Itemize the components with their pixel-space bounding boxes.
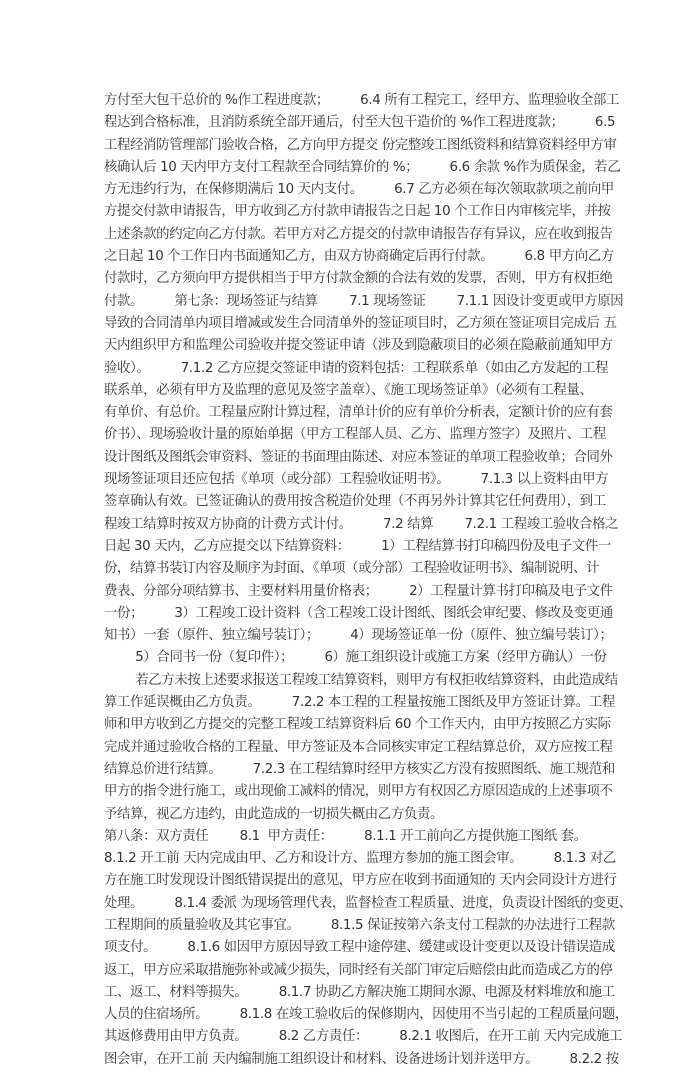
text-line: 有单价、有总价。工程量应附计算过程，清单计价的应有单价分析表，定额计价的应有套 bbox=[104, 405, 613, 421]
text-line: 日起 30 天内，乙方应提交以下结算资料： 1）工程结算书打印稿四份及电子文件一 bbox=[104, 538, 611, 554]
text-line: 工程经消防管理部门验收合格，乙方向甲方提交 份完整竣工图纸资料和结算资料经甲方审 bbox=[104, 137, 617, 153]
text-line: 程竣工结算时按双方协商的计费方式计付。 7.2 结算 7.2.1 工程竣工验收合格之 bbox=[104, 516, 619, 532]
text-line: 若乙方未按上述要求报送工程竣工结算资料，则甲方有权拒收结算资料，由此造成结 bbox=[104, 672, 618, 688]
text-line: 份，结算书装订内容及顺序为封面、《单项（或分部）工程验收证明书》、编制说明、计 bbox=[104, 561, 600, 577]
text-line: 付款。 第七条：现场签证与结算 7.1 现场签证 7.1.1 因设计变更或甲方原因 bbox=[104, 293, 624, 309]
text-line: 方在施工时发现设计图纸错误提出的意见，甲方应在收到书面通知的 天内会同设计方进行 bbox=[104, 873, 617, 889]
text-line: 人员的住宿场所。 8.1.8 在竣工验收后的保修期内，因使用不当引起的工程质量问题， bbox=[104, 1007, 628, 1023]
text-line: 师和甲方收到乙方提交的完整工程竣工结算资料后 60 个工作天内，由甲方按照乙方实际 bbox=[104, 717, 611, 733]
text-line: 工、返工、材料等损失。 8.1.7 协助乙方解决施工期间水源、电源及材料堆放和施工 bbox=[104, 984, 615, 1000]
text-line: 方付至大包干总价的 %作工程进度款； 6.4 所有工程完工，经甲方、监理验收全部工 bbox=[104, 93, 620, 108]
text-line: 付款时，乙方须向甲方提供相当于甲方付款金额的合法有效的发票，否则，甲方有权拒绝 bbox=[104, 271, 613, 287]
section-heading-line: 第八条：双方责任 8.1 甲方责任： 8.1.1 开工前向乙方提供施工图纸 套。 bbox=[104, 828, 587, 844]
text-line: 方无违约行为，在保修期满后 10 天内支付。 6.7 乙方必须在每次领取款项之前向甲 bbox=[104, 182, 614, 198]
text-line: 8.1.2 开工前 天内完成由甲、乙方和设计方、监理方参加的施工图会审。 8.1.3 对乙 bbox=[104, 851, 616, 867]
text-line: 程达到合格标准，且消防系统全部开通后，付至大包干造价的 %作工程进度款； 6.5 bbox=[104, 115, 616, 131]
text-line: 甲方的指令进行施工，或出现偷工减料的情况，则甲方有权因乙方原因造成的上述事项不 bbox=[104, 784, 613, 800]
text-line: 方提交付款申请报告，甲方收到乙方付款申请报告之日起 10 个工作日内审核完毕，并按 bbox=[104, 204, 611, 220]
text-line: 返工，甲方应采取措施弥补或减少损失，同时经有关部门审定后赔偿由此而造成乙方的停 bbox=[104, 962, 613, 978]
text-line: 导致的合同清单内项目增减或发生合同清单外的签证项目时，乙方须在签证项目完成后 五 bbox=[104, 315, 617, 331]
text-line: 完成并通过验收合格的工程量、甲方签证及本合同核实审定工程结算总价，双方应按工程 bbox=[104, 739, 613, 755]
text-line: 设计图纸及图纸会审资料、签证的书面理由陈述、对应本签证的单项工程验收单；合同外 bbox=[104, 449, 613, 465]
text-line: 予结算，视乙方违约，由此造成的一切损失概由乙方负责。 bbox=[104, 806, 444, 822]
text-line: 5）合同书一份（复印件）； 6）施工组织设计或施工方案（经甲方确认）一份 bbox=[104, 650, 607, 666]
document-page bbox=[104, 90, 632, 1071]
text-line: 联系单，必须有甲方及监理的意见及签字盖章）、《施工现场签证单》（必须有工程量、 bbox=[104, 382, 593, 398]
text-line: 其返修费用由甲方负责。 8.2 乙方责任： 8.2.1 收图后，在开工前 天内完成施工 bbox=[104, 1029, 623, 1045]
text-line: 核确认后 10 天内甲方支付工程款至合同结算价的 %； 6.6 余款 %作为质保金，若乙 bbox=[104, 159, 621, 175]
text-line: 签章确认有效。已签证确认的费用按含税造价处理（不再另外计算其它任何费用），到工 bbox=[104, 494, 606, 510]
text-line: 结算总价进行结算。 7.2.3 在工程结算时经甲方核实乙方没有按照图纸、施工规范和 bbox=[104, 761, 615, 777]
text-line: 天内组织甲方和监理公司验收并提交签证申请（涉及到隐蔽项目的必须在隐蔽前通知甲方 bbox=[104, 338, 613, 354]
text-line: 项支付。 8.1.6 如因甲方原因导致工程中途停建、缓建或设计变更以及设计错误造成 bbox=[104, 940, 615, 956]
text-line: 算工作延误概由乙方负责。 7.2.2 本工程的工程量按施工图纸及甲方签证计算。工程 bbox=[104, 695, 615, 711]
text-line: 费表、分部分项结算书、主要材料用量价格表； 2）工程量计算书打印稿及电子文件 bbox=[104, 583, 613, 599]
text-line: 验收）。 7.1.2 乙方应提交签证申请的资料包括：工程联系单（如由乙方发起的工程 bbox=[104, 360, 609, 376]
text-line: 处理。 8.1.4 委派 为现场管理代表，监督检查工程质量、进度，负责设计图纸的变更、 bbox=[104, 895, 632, 911]
text-line: 价书）、现场验收计量的原始单据（甲方工程部人员、乙方、监理方签字）及照片、工程 bbox=[104, 427, 606, 443]
text-line: 上述条款的约定向乙方付款。若甲方对乙方提交的付款申请报告存有异议，应在收到报告 bbox=[104, 226, 613, 242]
text-line: 之日起 10 个工作日内书面通知乙方，由双方协商确定后再行付款。 6.8 甲方向乙方 bbox=[104, 249, 614, 265]
text-line: 知书）一套（原件、独立编号装订）； 4）现场签证单一份（原件、独立编号装订）； bbox=[104, 628, 613, 644]
text-line: 图会审，在开工前 天内编制施工组织设计和材料、设备进场计划并送甲方。 8.2.2 按 bbox=[104, 1051, 619, 1067]
text-line: 一份； 3）工程竣工设计资料（含工程竣工设计图纸、图纸会审纪要、修改及变更通 bbox=[104, 605, 613, 621]
text-line: 工程期间的质量验收及其它事宜。 8.1.5 保证按第六条支付工程款的办法进行工程款 bbox=[104, 917, 615, 933]
text-line: 现场签证项目还应包括《单项（或分部）工程验收证明书》。 7.1.3 以上资料由甲方 bbox=[104, 472, 609, 488]
